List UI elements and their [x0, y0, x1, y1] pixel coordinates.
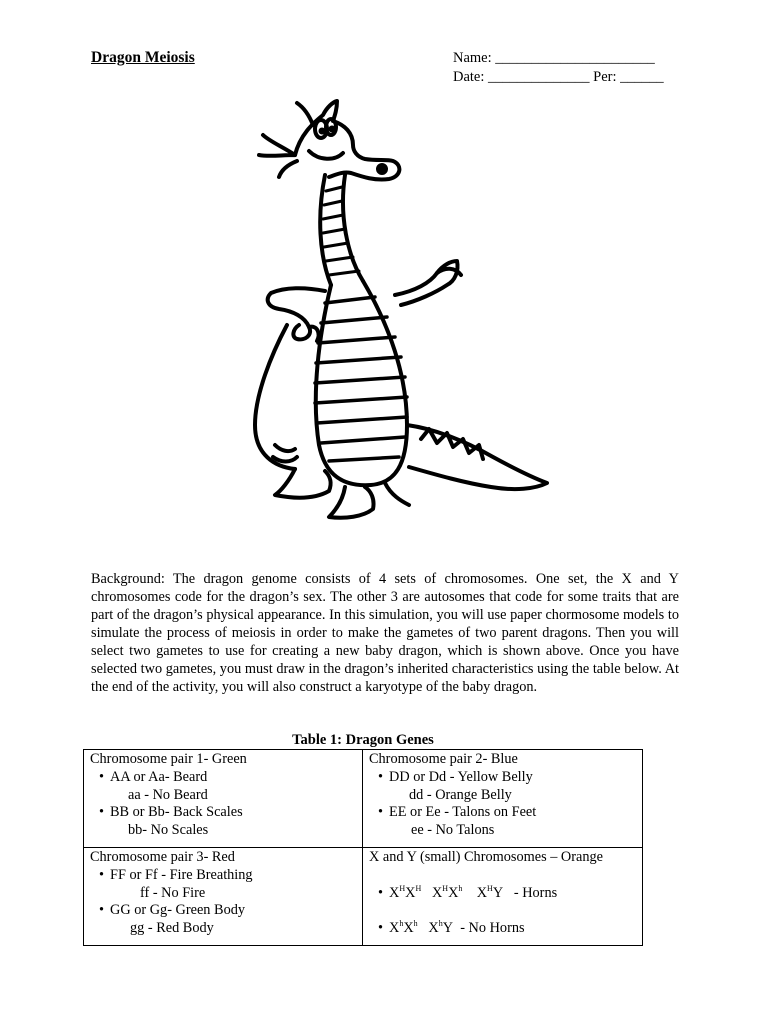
- pair-2-trait-e: • EE or Ee - Talons on Feet: [369, 804, 636, 822]
- horns-genotypes: • $X^HX^H$ $X^HX^h$ $X^HY$ - Horns: [369, 885, 636, 903]
- name-field[interactable]: Name: ______________________: [453, 50, 655, 66]
- pair-2-trait-d-recessive: dd - Orange Belly: [409, 786, 512, 803]
- dragon-illustration-icon: [225, 95, 555, 530]
- pair-1-trait-b-recessive: bb- No Scales: [128, 822, 209, 839]
- pair-3-trait-f: • FF or Ff - Fire Breathing: [90, 867, 356, 885]
- chromosome-pair-2-cell: [363, 750, 643, 848]
- pair-3-trait-g: • GG or Gg- Green Body: [90, 902, 356, 920]
- sex-chromosomes-cell: [363, 848, 643, 946]
- chromosome-pair-3-cell: [84, 848, 363, 946]
- chromosome-pair-1-cell: [84, 750, 363, 848]
- pair-3-trait-g-recessive: gg - Red Body: [130, 920, 214, 937]
- pair-2-trait-d: • DD or Dd - Yellow Belly: [369, 769, 636, 787]
- page-title: Dragon Meiosis: [91, 49, 195, 66]
- pair-3-heading: Chromosome pair 3- Red: [90, 849, 235, 865]
- dragon-genes-table: [83, 749, 643, 946]
- pair-1-trait-a-recessive: aa - No Beard: [128, 786, 208, 803]
- sex-chromosomes-heading: X and Y (small) Chromosomes – Orange: [369, 849, 603, 865]
- pair-2-heading: Chromosome pair 2- Blue: [369, 751, 518, 767]
- no-horns-genotypes: • $X^hX^h$ $X^hY$ - No Horns: [369, 920, 636, 938]
- no-horns-label: - No Horns: [460, 920, 525, 937]
- pair-2-trait-e-recessive: ee - No Talons: [411, 822, 495, 839]
- background-paragraph: Background: The dragon genome consists of 4 sets of chromosomes. One set, the X and Y chromosomes code for the dragon’s sex. The other 3 are autosomes that code for some traits that are part of the dragon’s physical appearance. In this simulation, you will use paper chormosome models to simulate the process of meiosis in order to make the gametes of two parent dragons. Then you will select two gametes to use for creating a new baby dragon, which is shown above. Once you have selected two gametes, you must draw in the dragon’s inherited characteristics using the table below. At the end of the activity, you will also construct a karyotype of the baby dragon.: [91, 571, 679, 695]
- date-period-field[interactable]: Date: ______________ Per: ______: [453, 69, 664, 85]
- horns-label: - Horns: [513, 884, 558, 901]
- pair-1-trait-b: • BB or Bb- Back Scales: [90, 804, 356, 822]
- table-title: Table 1: Dragon Genes: [292, 732, 434, 748]
- pair-3-trait-f-recessive: ff - No Fire: [140, 884, 206, 901]
- pair-1-trait-a: • AA or Aa- Beard: [90, 769, 356, 787]
- pair-1-heading: Chromosome pair 1- Green: [90, 751, 247, 767]
